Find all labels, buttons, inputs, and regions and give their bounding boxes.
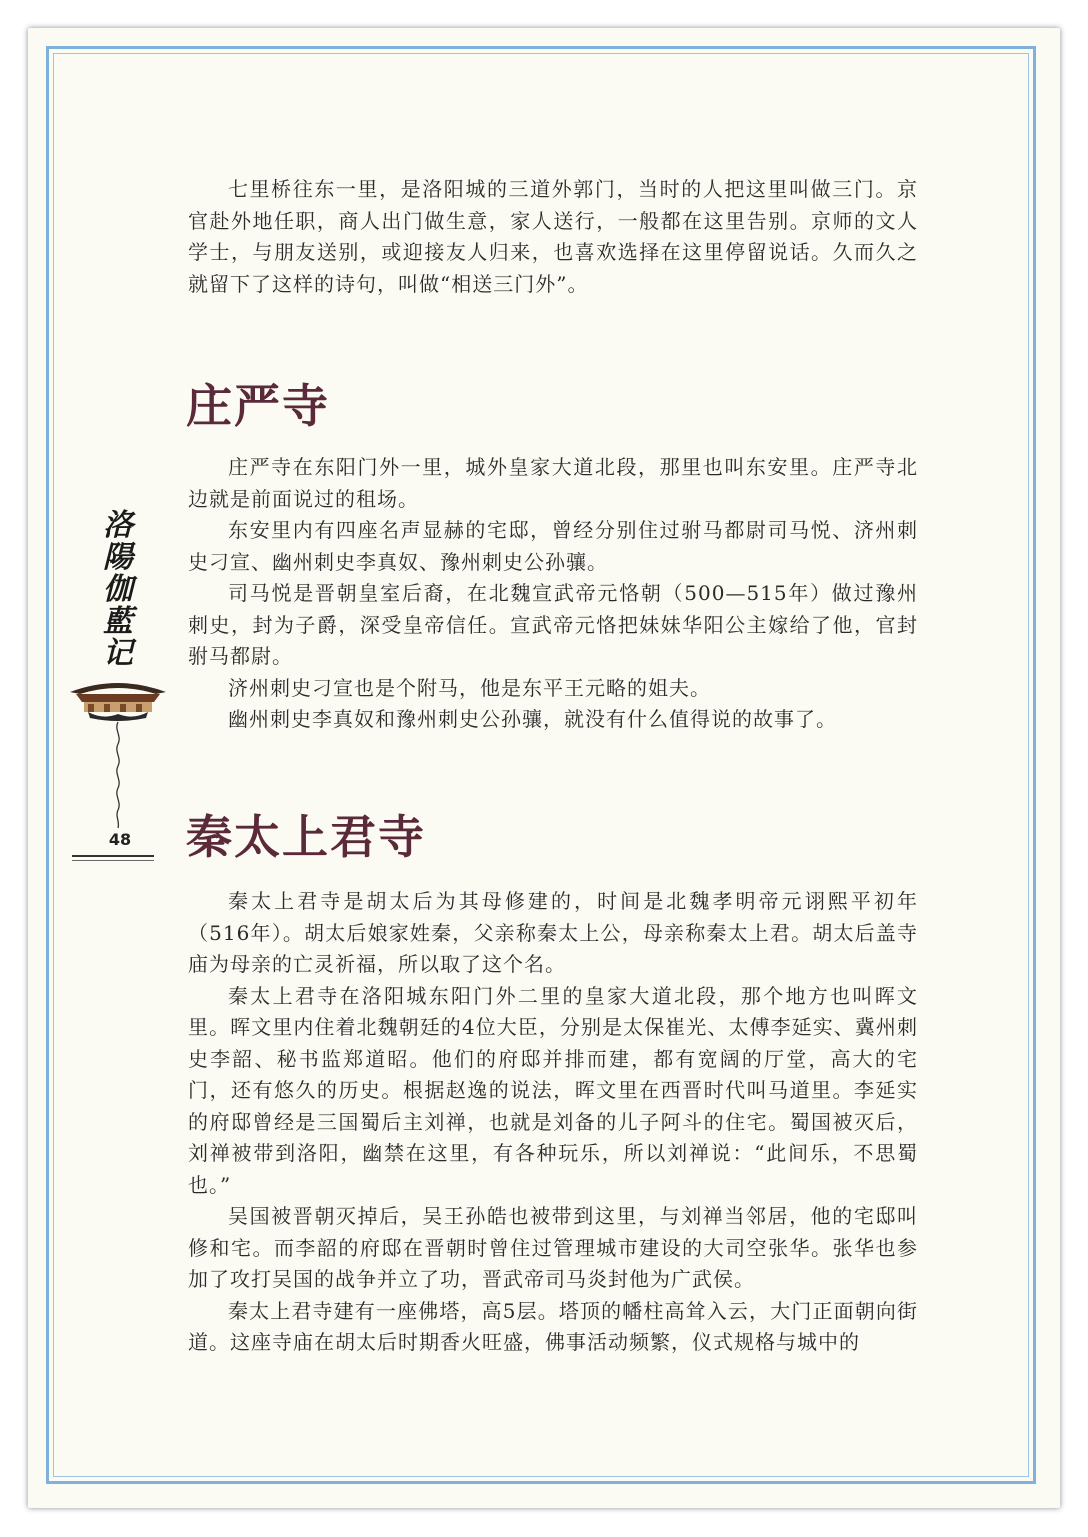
paragraph: 幽州刺史李真奴和豫州刺史公孙骧，就没有什么值得说的故事了。 xyxy=(228,707,837,731)
paragraph: 庄严寺在东阳门外一里，城外皇家大道北段，那里也叫东安里。庄严寺北边就是前面说过的租场。 xyxy=(188,455,918,511)
paragraph: 秦太上君寺是胡太后为其母修建的，时间是北魏孝明帝元诩熙平初年（516年）。胡太后娘家姓秦，父亲称秦太上公，母亲称秦太上君。胡太后盖寺庙为母亲的亡灵祈福，所以取了这个名。 xyxy=(188,889,918,976)
section2-text xyxy=(188,886,918,1359)
paragraph: 秦太上君寺建有一座佛塔，高5层。塔顶的幡柱高耸入云，大门正面朝向街道。这座寺庙在胡太后时期香火旺盛，佛事活动频繁，仪式规格与城中的 xyxy=(188,1298,918,1354)
pavilion-icon xyxy=(68,672,168,832)
book-title-char: 陽 xyxy=(103,540,133,575)
page-number-rule xyxy=(72,855,154,857)
page-number: 48 xyxy=(108,830,132,849)
intro-text xyxy=(188,174,918,300)
section-heading-zhuangyan: 庄严寺 xyxy=(186,379,330,433)
paragraph: 司马悦是晋朝皇室后裔，在北魏宣武帝元恪朝（500—515年）做过豫州刺史，封为子爵，深受皇帝信任。宣武帝元恪把妹妹华阳公主嫁给了他，官封驸马都尉。 xyxy=(188,581,918,668)
book-title-vertical xyxy=(98,510,138,670)
paragraph: 吴国被晋朝灭掉后，吴王孙皓也被带到这里，与刘禅当邻居，他的宅邸叫修和宅。而李韶的府邸在晋朝时曾住过管理城市建设的大司空张华。张华也参加了攻打吴国的战争并立了功，晋武帝司马炎封他为广武侯。 xyxy=(188,1204,918,1291)
book-title-char: 记 xyxy=(103,636,133,671)
paragraph: 七里桥往东一里，是洛阳城的三道外郭门，当时的人把这里叫做三门。京官赴外地任职，商人出门做生意，家人送行，一般都在这里告别。京师的文人学士，与朋友送别，或迎接友人归来，也喜欢选择在这里停留说话。久而久之就留下了这样的诗句，叫做“相送三门外”。 xyxy=(188,177,918,296)
book-title-char: 洛 xyxy=(103,508,133,543)
book-title-char: 伽 xyxy=(103,572,133,607)
page-number-rule-thin xyxy=(72,860,154,861)
section1-text xyxy=(188,452,918,736)
section-heading-qintaishangjun: 秦太上君寺 xyxy=(186,810,426,864)
book-title-char: 藍 xyxy=(103,604,133,639)
paragraph: 秦太上君寺在洛阳城东阳门外二里的皇家大道北段，那个地方也叫晖文里。晖文里内住着北魏朝廷的4位大臣，分别是太保崔光、太傅李延实、冀州刺史李韶、秘书监郑道昭。他们的府邸并排而建，都有宽阔的厅堂，高大的宅门，还有悠久的历史。根据赵逸的说法，晖文里在西晋时代叫马道里。李延实的府邸曾经是三国蜀后主刘禅，也就是刘备的儿子阿斗的住宅。蜀国被灭后，刘禅被带到洛阳，幽禁在这里，有各种玩乐，所以刘禅说：“此间乐，不思蜀也。” xyxy=(188,983,918,1197)
paragraph: 济州刺史刁宣也是个附马，他是东平王元略的姐夫。 xyxy=(228,675,711,700)
paragraph: 东安里内有四座名声显赫的宅邸，曾经分别住过驸马都尉司马悦、济州刺史刁宣、幽州刺史李真奴、豫州刺史公孙骧。 xyxy=(188,518,918,574)
